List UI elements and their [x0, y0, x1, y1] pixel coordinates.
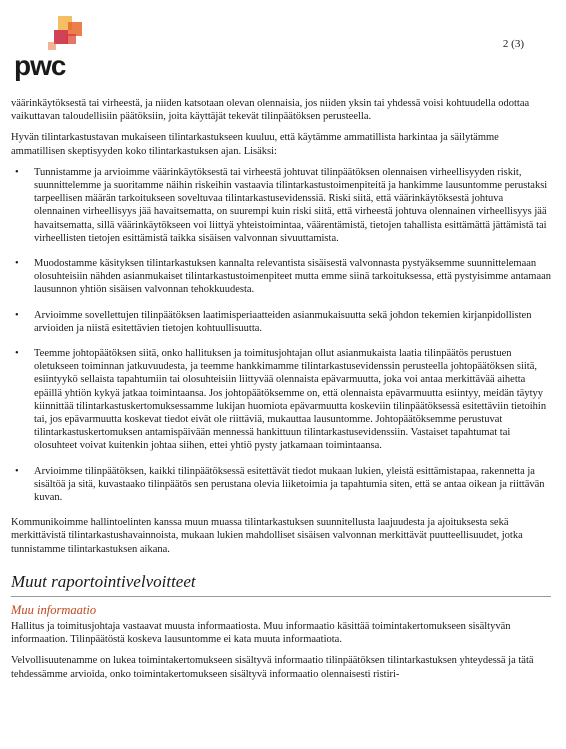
bullet-icon: • — [15, 465, 19, 477]
list-item — [11, 166, 551, 245]
other-info-paragraph-1: Hallitus ja toimitusjohtaja vastaavat muusta informaatiosta. Muu informaatio käsittää toimintakertomukseen sisältyvän informaation. Tilinpäätöstä koskeva lausuntomme ei kata muuta informaatiota. — [11, 620, 511, 646]
list-item — [11, 309, 551, 335]
list-item — [11, 347, 551, 453]
section-divider — [11, 596, 551, 597]
communication-paragraph: Kommunikoimme hallintoelinten kanssa muun muassa tilintarkastuksen suunnitellusta laajuudesta ja ajoituksesta sekä merkittävistä tilintarkastushavainnoista, mukaan lukien mahdolliset sisäisen valvonnan merkittävät puutteellisuudet, jotka tunnistamme tilintarkastuksen aikana. — [11, 517, 523, 555]
logo-wordmark: pwc — [14, 50, 66, 81]
intro-continuation: väärinkäytöksestä tai virheestä, ja niiden katsotaan olevan olennaisia, jos niiden yksin tai yhdessä voisi kohtuudella odottaa vaikuttavan taloudellisiin päätöksiin, joita käyttäjät tekevät tilinpäätöksen perusteella. — [11, 98, 530, 123]
logo-square-5 — [48, 42, 56, 50]
list-item-text: Muodostamme käsityksen tilintarkastuksen kannalta relevantista sisäisestä valvonnasta pystyäksemme suunnittelemaan olosuhteisiin nähden asianmukaiset tilintarkastustoimenpiteet mutta emme siinä tarkoituksessa, että pystyisimme antamaan lausunnon yhtiön sisäisen valvonnan tehokkuudesta. — [34, 258, 552, 296]
bullet-icon: • — [15, 258, 19, 270]
pwc-logo — [14, 14, 104, 81]
subsection-heading: Muu informaatio — [11, 602, 97, 617]
responsibility-list — [11, 166, 551, 504]
list-item-text: Tunnistamme ja arvioimme väärinkäytöksestä tai virheestä johtuvat tilinpäätöksen olennaisen virheellisyyden riskit, suunnittelemme ja suoritamme näihin riskeihin vastaavia tilintarkastustoimenpiteitä ja hankimme lausuntomme perustaksi tarpeellisen määrän tarkoitukseen soveltuvaa tilintarkastusevidenssiä. Riski siitä, että väärinkäytöksestä johtuva olennainen virheellisyys jää havaitsematta, on suurempi kuin riski siitä, että virheestä johtuva olennainen virheellisyys jää havaitsematta, sillä väärinkäytökseen voi liittyä yhteistoimintaa, väärentämistä, tietojen tahallista esittämättä jättämistä tai virheellisten tietojen esittämistä taikka sisäisen valvonnan sivuuttamista. — [34, 166, 548, 244]
bullet-icon: • — [15, 166, 19, 178]
list-item — [11, 465, 551, 505]
list-item-text: Teemme johtopäätöksen siitä, onko hallituksen ja toimitusjohtajan ollut asianmukaista laatia tilinpäätös perustuen oletukseen toiminnan jatkuvuudesta, ja teemme hankkimamme tilintarkastusevidenssin perusteella johtopäätöksen siitä, esiintyykö sellaista tapahtumiin tai olosuhteisiin liittyvää olennaista epävarmuutta, joka voi antaa merkittävää aihetta epäillä yhtiön kykyä jatkaa toimintaansa. Jos johtopäätöksemme on, että olennaista epävarmuutta esiintyy, meidän täytyy kiinnittää tilintarkastuskertomuksessamme lukijan huomiota epävarmuutta koskeviin tilinpäätöksessä esitettäviin tietoihin tai, jos epävarmuutta koskevat tiedot eivät ole riittäviä, mukauttaa lausuntomme. Johtopäätöksemme perustuvat tilintarkastuskertomuksen antamispäivään mennessä hankittuun tilintarkastusevidenssiin. Vastaiset tapahtumat tai olosuhteet voivat kuitenkin johtaa siihen, ettei yhtiö pysty jatkamaan toimintaansa. — [34, 348, 547, 452]
page-number: 2 (3) — [502, 38, 524, 50]
other-info-paragraph-2: Velvollisuutenamme on lukea toimintakertomukseen sisältyvä informaatio tilinpäätöksen tilintarkastuksen yhteydessä ja tätä tehdessämme arvioida, onko toimintakertomukseen sisältyvä informaatio olennaisesti ristiri- — [11, 655, 534, 680]
judgement-paragraph: Hyvän tilintarkastustavan mukaiseen tilintarkastukseen kuuluu, että käytämme ammatillista harkintaa ja säilytämme ammatillisen skeptisyyden koko tilintarkastuksen ajan. Lisäksi: — [11, 132, 499, 157]
section-heading: Muut raportointivelvoitteet — [11, 571, 196, 591]
document-body — [11, 97, 551, 689]
list-item-text: Arvioimme tilinpäätöksen, kaikki tilinpäätöksessä esitettävät tiedot mukaan lukien, yleistä esittämistapaa, rakennetta ja sisältöä ja sitä, kuvastaako tilinpäätös sen perustana olevia liiketoimia ja tapahtumia siten, että se antaa oikean ja riittävän kuvan. — [34, 465, 545, 504]
list-item-text: Arvioimme sovellettujen tilinpäätöksen laatimisperiaatteiden asianmukaisuutta sekä johdon tekemien kirjanpidollisten arvioiden ja niistä esitettävien tietojen kohtuullisuutta. — [34, 309, 532, 334]
bullet-icon: • — [15, 309, 19, 321]
list-item — [11, 257, 551, 297]
logo-square-4 — [66, 34, 76, 44]
bullet-icon: • — [15, 348, 19, 360]
